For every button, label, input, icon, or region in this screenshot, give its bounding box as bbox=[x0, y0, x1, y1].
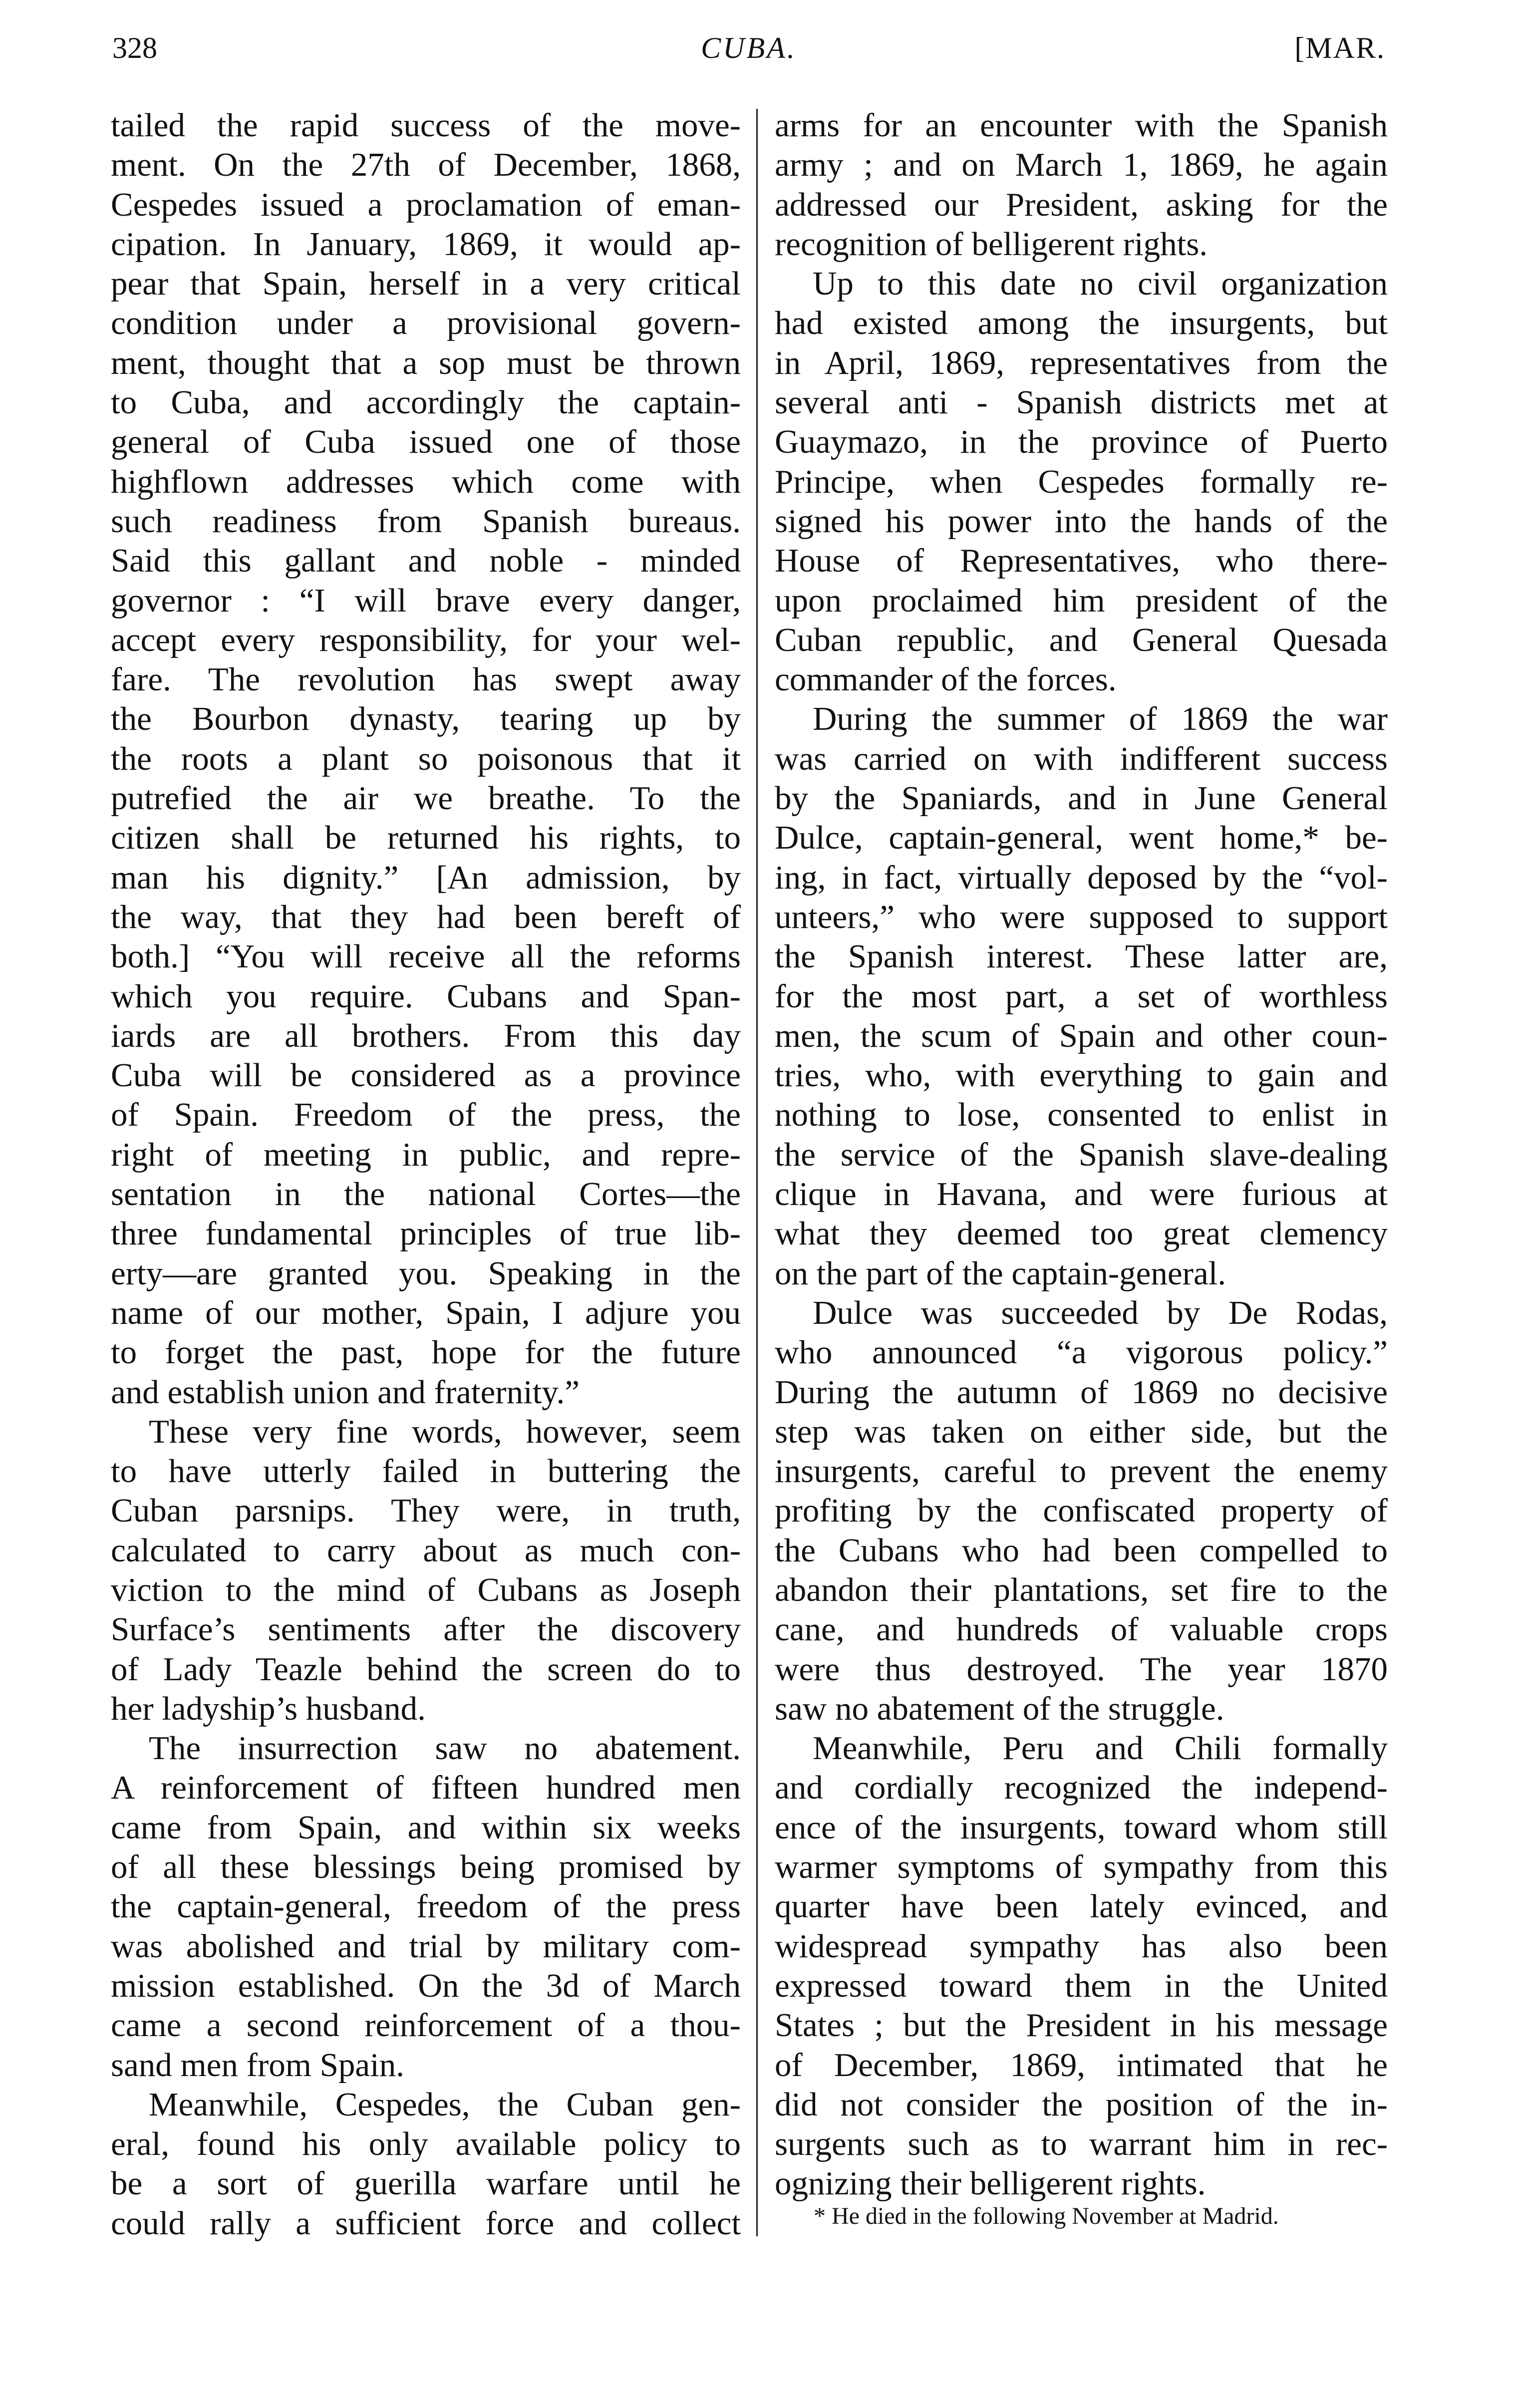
text-line: Surface’s sentiments after the discovery bbox=[111, 1611, 741, 1648]
footnote: * He died in the following November at Madrid. bbox=[814, 2203, 1279, 2229]
text-line: calculated to carry about as much con- bbox=[111, 1531, 741, 1569]
text-line: addressed our President, asking for the bbox=[775, 186, 1388, 223]
text-line: and cordially recognized the independ- bbox=[775, 1769, 1388, 1806]
text-line: governor : “I will brave every danger, bbox=[111, 582, 741, 619]
text-line: what they deemed too great clemency bbox=[775, 1215, 1388, 1252]
text-line: to Cuba, and accordingly the captain- bbox=[111, 384, 741, 421]
text-line: of Spain. Freedom of the press, the bbox=[111, 1096, 741, 1134]
text-line: pear that Spain, herself in a very critical bbox=[111, 265, 741, 302]
text-line: eral, found his only available policy to bbox=[111, 2125, 741, 2163]
text-line: accept every responsibility, for your wel- bbox=[111, 621, 741, 658]
text-line: man his dignity.” [An admission, by bbox=[111, 859, 741, 896]
text-line: nothing to lose, consented to enlist in bbox=[775, 1096, 1388, 1134]
column-divider bbox=[756, 109, 758, 2236]
text-line: States ; but the President in his message bbox=[775, 2007, 1388, 2044]
text-line: the way, that they had been bereft of bbox=[111, 898, 741, 935]
text-line: tries, who, with everything to gain and bbox=[775, 1057, 1388, 1094]
text-line: who announced “a vigorous policy.” bbox=[775, 1334, 1388, 1371]
text-line: her ladyship’s husband. bbox=[111, 1690, 426, 1727]
text-line: quarter have been lately evinced, and bbox=[775, 1888, 1388, 1925]
text-line: arms for an encounter with the Spanish bbox=[775, 107, 1388, 144]
text-line: citizen shall be returned his rights, to bbox=[111, 819, 741, 857]
text-line: in April, 1869, representatives from the bbox=[775, 344, 1388, 381]
text-line: During the autumn of 1869 no decisive bbox=[775, 1373, 1388, 1411]
text-line: did not consider the position of the in- bbox=[775, 2086, 1388, 2123]
text-line: by the Spaniards, and in June General bbox=[775, 780, 1388, 817]
text-line: name of our mother, Spain, I adjure you bbox=[111, 1294, 741, 1331]
text-line: profiting by the confiscated property of bbox=[775, 1492, 1388, 1529]
text-line: Up to this date no civil organization bbox=[813, 265, 1388, 302]
text-line: general of Cuba issued one of those bbox=[111, 423, 741, 461]
text-line: Meanwhile, Cespedes, the Cuban gen- bbox=[149, 2086, 741, 2123]
text-line: three fundamental principles of true lib- bbox=[111, 1215, 741, 1252]
text-line: erty—are granted you. Speaking in the bbox=[111, 1254, 741, 1292]
text-line: which you require. Cubans and Span- bbox=[111, 977, 741, 1015]
text-line: Guaymazo, in the province of Puerto bbox=[775, 423, 1388, 461]
text-line: widespread sympathy has also been bbox=[775, 1927, 1388, 1965]
text-line: Cespedes issued a proclamation of eman- bbox=[111, 186, 741, 223]
text-line: highflown addresses which come with bbox=[111, 463, 741, 500]
text-line: surgents such as to warrant him in rec- bbox=[775, 2125, 1388, 2163]
text-line: fare. The revolution has swept away bbox=[111, 661, 741, 698]
text-line: clique in Havana, and were furious at bbox=[775, 1176, 1388, 1213]
text-line: for the most part, a set of worthless bbox=[775, 977, 1388, 1015]
text-line: came from Spain, and within six weeks bbox=[111, 1808, 741, 1846]
text-line: mission established. On the 3d of March bbox=[111, 1967, 741, 2004]
text-line: House of Representatives, who there- bbox=[775, 542, 1388, 580]
text-line: Principe, when Cespedes formally re- bbox=[775, 463, 1388, 500]
text-line: recognition of belligerent rights. bbox=[775, 225, 1208, 263]
text-line: right of meeting in public, and repre- bbox=[111, 1136, 741, 1173]
text-line: A reinforcement of fifteen hundred men bbox=[111, 1769, 741, 1806]
text-line: to forget the past, hope for the future bbox=[111, 1334, 741, 1371]
text-line: viction to the mind of Cubans as Joseph bbox=[111, 1571, 741, 1608]
text-line: both.] “You will receive all the reforms bbox=[111, 938, 741, 975]
text-line: were thus destroyed. The year 1870 bbox=[775, 1650, 1388, 1688]
text-line: cipation. In January, 1869, it would ap- bbox=[111, 225, 741, 263]
text-line: was carried on with indifferent success bbox=[775, 740, 1388, 777]
text-line: ment, thought that a sop must be thrown bbox=[111, 344, 741, 381]
text-line: upon proclaimed him president of the bbox=[775, 582, 1388, 619]
text-line: cane, and hundreds of valuable crops bbox=[775, 1611, 1388, 1648]
text-line: signed his power into the hands of the bbox=[775, 502, 1388, 540]
text-line: condition under a provisional govern- bbox=[111, 304, 741, 342]
text-line: The insurrection saw no abatement. bbox=[149, 1730, 741, 1767]
text-line: unteers,” who were supposed to support bbox=[775, 898, 1388, 935]
text-line: expressed toward them in the United bbox=[775, 1967, 1388, 2004]
text-line: of Lady Teazle behind the screen do to bbox=[111, 1650, 741, 1688]
left-column bbox=[111, 106, 741, 2243]
text-line: the service of the Spanish slave-dealing bbox=[775, 1136, 1388, 1173]
text-line: was abolished and trial by military com- bbox=[111, 1927, 741, 1965]
text-line: insurgents, careful to prevent the enemy bbox=[775, 1453, 1388, 1490]
text-line: step was taken on either side, but the bbox=[775, 1413, 1388, 1450]
text-line: sand men from Spain. bbox=[111, 2046, 405, 2084]
text-line: the roots a plant so poisonous that it bbox=[111, 740, 741, 777]
text-line: Meanwhile, Peru and Chili formally bbox=[813, 1730, 1388, 1767]
text-line: the Cubans who had been compelled to bbox=[775, 1531, 1388, 1569]
text-line: Said this gallant and noble - minded bbox=[111, 542, 741, 580]
text-line: abandon their plantations, set fire to the bbox=[775, 1571, 1388, 1608]
page-number: 328 bbox=[112, 31, 157, 64]
section-mark bbox=[1294, 31, 1385, 65]
text-line: warmer symptoms of sympathy from this bbox=[775, 1848, 1388, 1886]
text-line: Dulce was succeeded by De Rodas, bbox=[813, 1294, 1388, 1331]
text-line: Cuba will be considered as a province bbox=[111, 1057, 741, 1094]
text-line: Cuban republic, and General Quesada bbox=[775, 621, 1388, 658]
text-line: on the part of the captain-general. bbox=[775, 1254, 1226, 1292]
section-mark-bracket: [ bbox=[1294, 31, 1306, 64]
right-column bbox=[775, 106, 1388, 2204]
text-line: These very fine words, however, seem bbox=[149, 1413, 741, 1450]
text-line: be a sort of guerilla warfare until he bbox=[111, 2165, 741, 2202]
text-line: the Spanish interest. These latter are, bbox=[775, 938, 1388, 975]
text-line: the captain-general, freedom of the press bbox=[111, 1888, 741, 1925]
text-line: came a second reinforcement of a thou- bbox=[111, 2007, 741, 2044]
text-line: Dulce, captain-general, went home,* be- bbox=[775, 819, 1388, 857]
running-header bbox=[112, 31, 1385, 71]
text-line: iards are all brothers. From this day bbox=[111, 1017, 741, 1054]
text-line: could rally a sufficient force and collect bbox=[111, 2204, 741, 2242]
text-line: During the summer of 1869 the war bbox=[813, 700, 1388, 738]
text-line: saw no abatement of the struggle. bbox=[775, 1690, 1224, 1727]
text-line: ing, in fact, virtually deposed by the “vol- bbox=[775, 859, 1388, 896]
text-line: ognizing their belligerent rights. bbox=[775, 2165, 1206, 2202]
text-line: sentation in the national Cortes—the bbox=[111, 1176, 741, 1213]
text-line: and establish union and fraternity.” bbox=[111, 1373, 580, 1411]
text-line: commander of the forces. bbox=[775, 661, 1117, 698]
text-line: had existed among the insurgents, but bbox=[775, 304, 1388, 342]
text-line: ment. On the 27th of December, 1868, bbox=[111, 146, 741, 184]
section-mark-text: MAR. bbox=[1305, 31, 1385, 64]
text-line: men, the scum of Spain and other coun- bbox=[775, 1017, 1388, 1054]
text-line: army ; and on March 1, 1869, he again bbox=[775, 146, 1388, 184]
text-line: of December, 1869, intimated that he bbox=[775, 2046, 1388, 2084]
text-line: tailed the rapid success of the move- bbox=[111, 107, 741, 144]
text-line: of all these blessings being promised by bbox=[111, 1848, 741, 1886]
text-line: to have utterly failed in buttering the bbox=[111, 1453, 741, 1490]
text-line: several anti - Spanish districts met at bbox=[775, 384, 1388, 421]
text-line: Cuban parsnips. They were, in truth, bbox=[111, 1492, 741, 1529]
text-line: such readiness from Spanish bureaus. bbox=[111, 502, 741, 540]
text-line: ence of the insurgents, toward whom still bbox=[775, 1808, 1388, 1846]
running-title: CUBA. bbox=[701, 31, 797, 64]
text-line: the Bourbon dynasty, tearing up by bbox=[111, 700, 741, 738]
text-line: putrefied the air we breathe. To the bbox=[111, 780, 741, 817]
